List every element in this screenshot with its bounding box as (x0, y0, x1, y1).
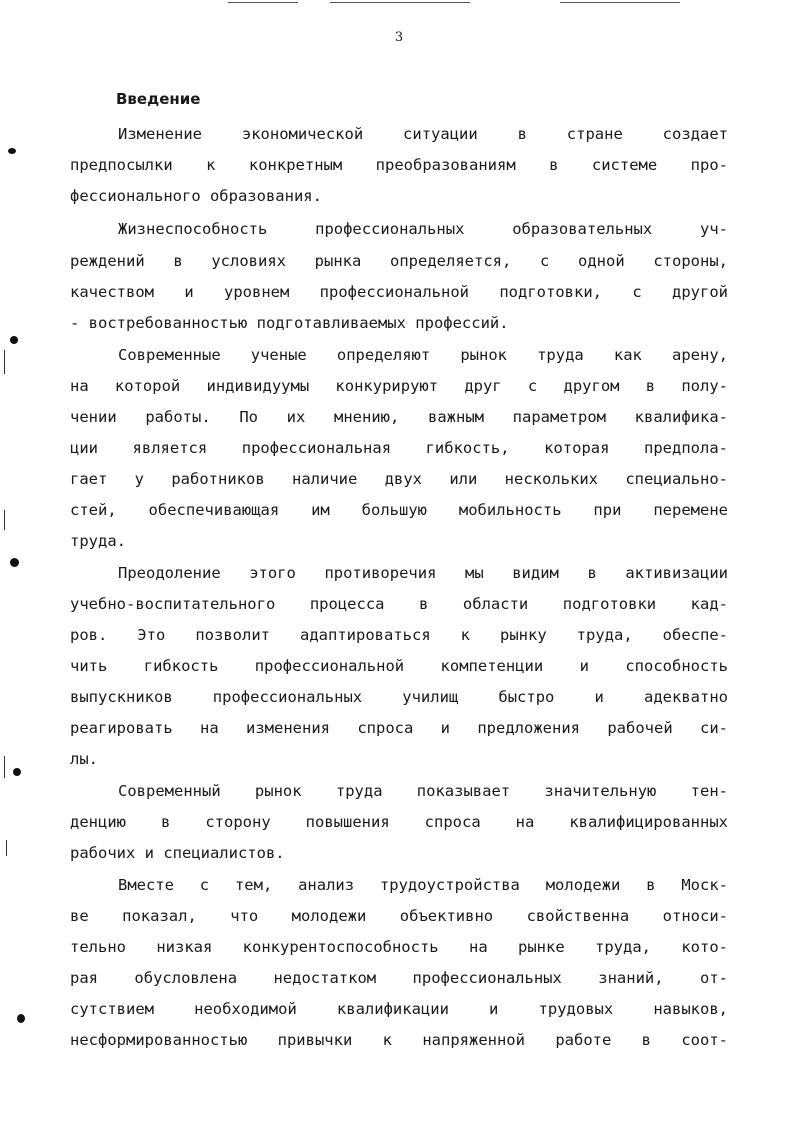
text-line: ров. Это позволит адаптироваться к рынку труда, обеспе- (70, 626, 728, 644)
binding-hole-mark (10, 558, 19, 567)
scan-edge-line (4, 350, 5, 374)
page-number: 3 (394, 30, 404, 45)
scan-artifact-top-left (228, 2, 298, 3)
scan-edge-line (4, 756, 5, 778)
text-line: сутствием необходимой квалификации и трудовых навыков, (70, 1000, 728, 1018)
text-line: рабочих и специалистов. (70, 844, 285, 862)
binding-hole-mark (10, 336, 18, 344)
text-line: - востребованностью подготавливаемых профессий. (70, 314, 509, 332)
text-line: реждений в условиях рынка определяется, с одной стороны, (70, 252, 728, 270)
text-line: фессионального образования. (70, 187, 322, 205)
text-line: чить гибкость профессиональной компетенции и способность (70, 657, 728, 675)
text-line: гает у работников наличие двух или нескольких специально- (70, 470, 728, 488)
text-line: лы. (70, 750, 98, 768)
text-line: Современный рынок труда показывает значительную тен- (118, 782, 728, 800)
text-line: Вместе с тем, анализ трудоустройства молодежи в Моск- (118, 876, 728, 894)
text-line: выпускников профессиональных училищ быстро и адекватно (70, 688, 728, 706)
text-line: Жизнеспособность профессиональных образовательных уч- (118, 220, 728, 238)
text-line: Изменение экономической ситуации в стране создает (118, 125, 728, 143)
scan-edge-line (4, 510, 5, 530)
binding-hole-mark (8, 148, 16, 154)
text-line: тельно низкая конкурентоспособность на рынке труда, кото- (70, 938, 728, 956)
text-line: предпосылки к конкретным преобразованиям в системе про- (70, 156, 728, 174)
scan-artifact-top-center (330, 2, 470, 3)
scan-artifact-top-right (560, 2, 680, 3)
text-line: чении работы. По их мнению, важным параметром квалифика- (70, 408, 728, 426)
binding-hole-mark (17, 1014, 25, 1023)
text-line: реагировать на изменения спроса и предложения рабочей си- (70, 719, 728, 737)
text-line: денцию в сторону повышения спроса на квалифицированных (70, 813, 728, 831)
section-heading: Введение (116, 90, 201, 108)
text-line: рая обусловлена недостатком профессиональных знаний, от- (70, 969, 728, 987)
text-line: на которой индивидуумы конкурируют друг с другом в полу- (70, 377, 728, 395)
text-line: Современные ученые определяют рынок труда как арену, (118, 346, 728, 364)
text-line: ве показал, что молодежи объективно свойственна относи- (70, 907, 728, 925)
text-line: учебно-воспитательного процесса в области подготовки кад- (70, 595, 728, 613)
text-line: труда. (70, 532, 126, 550)
binding-hole-mark (13, 768, 21, 776)
text-line: несформированностью привычки к напряженной работе в соот- (70, 1031, 728, 1049)
text-line: Преодоление этого противоречия мы видим в активизации (118, 564, 728, 582)
text-line: стей, обеспечивающая им большую мобильность при перемене (70, 501, 728, 519)
text-line: качеством и уровнем профессиональной подготовки, с другой (70, 283, 728, 301)
text-line: ции является профессиональная гибкость, которая предпола- (70, 439, 728, 457)
scan-edge-line (6, 840, 7, 856)
